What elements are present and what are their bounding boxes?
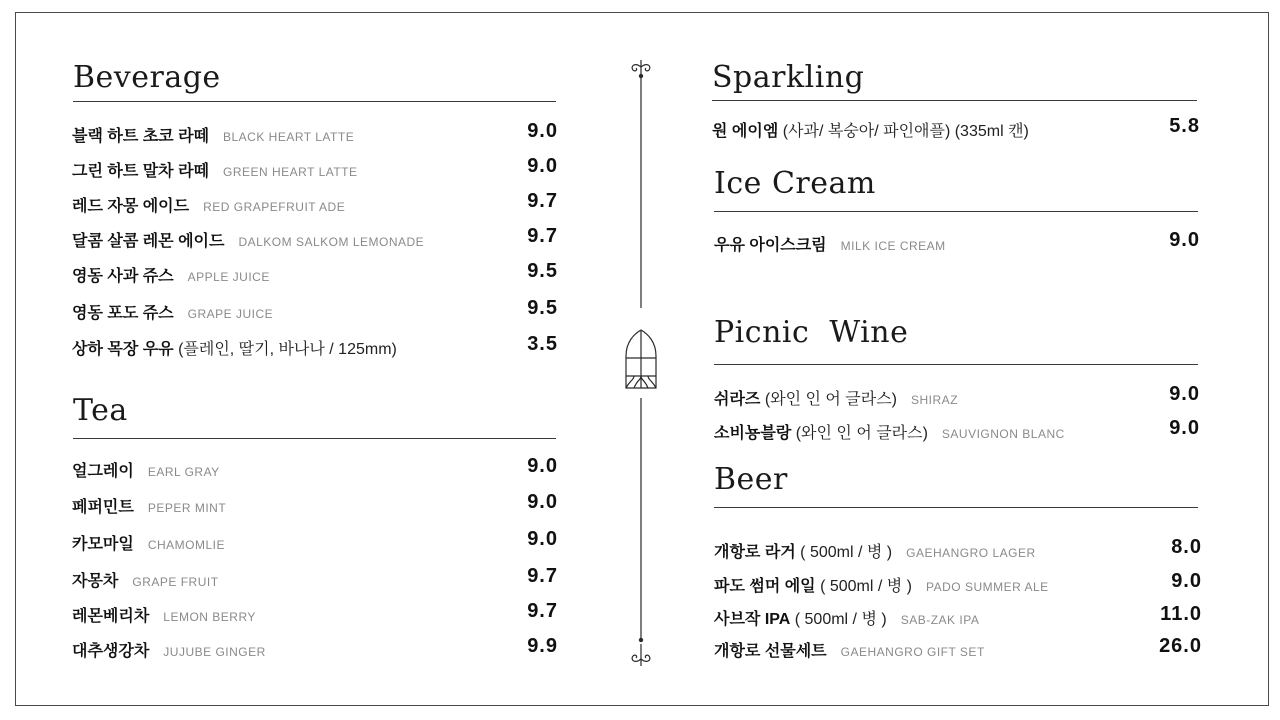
menu-item-price: 9.7 bbox=[527, 600, 558, 622]
menu-item-korean-name: 파도 썸머 에일 bbox=[714, 578, 816, 595]
menu-item-korean-name: 쉬라즈 bbox=[714, 391, 761, 408]
menu-item bbox=[714, 638, 985, 661]
section-title-beer: Beer bbox=[714, 462, 788, 497]
menu-item-detail: ( 500ml / 병 ) bbox=[790, 611, 887, 628]
menu-item-english-name: SAUVIGNON BLANC bbox=[941, 427, 1065, 441]
menu-item-price: 11.0 bbox=[1160, 603, 1202, 625]
menu-item bbox=[72, 638, 266, 661]
menu-item-korean-name: 영동 포도 쥬스 bbox=[72, 305, 174, 322]
menu-item-english-name: GREEN HEART LATTE bbox=[222, 165, 358, 179]
menu-item-english-name: GAEHANGRO GIFT SET bbox=[840, 645, 985, 659]
menu-item-price: 9.0 bbox=[527, 120, 558, 142]
menu-item-english-name: DALKOM SALKOM LEMONADE bbox=[238, 235, 425, 249]
menu-item bbox=[72, 300, 273, 323]
menu-item-korean-name: 그린 하트 말차 라떼 bbox=[72, 163, 209, 180]
menu-item-english-name: MILK ICE CREAM bbox=[840, 239, 946, 253]
menu-item-detail: (사과/ 복숭아/ 파인애플) (335ml 캔) bbox=[778, 123, 1029, 140]
menu-item-detail: ( 500ml / 병 ) bbox=[815, 578, 913, 595]
menu-item-detail: (플레인, 딸기, 바나나 / 125mm) bbox=[173, 341, 397, 358]
menu-item bbox=[72, 458, 220, 481]
section-title-wine: Picnic Wine bbox=[714, 315, 909, 350]
menu-item-english-name: EARL GRAY bbox=[147, 465, 220, 479]
menu-item-korean-name: 카모마일 bbox=[72, 536, 134, 553]
menu-item bbox=[714, 386, 958, 409]
menu-item-english-name: PADO SUMMER ALE bbox=[926, 580, 1049, 594]
menu-item-english-name: BLACK HEART LATTE bbox=[222, 130, 355, 144]
menu-item-english-name: PEPER MINT bbox=[147, 501, 227, 515]
menu-item-english-name: JUJUBE GINGER bbox=[163, 645, 266, 659]
section-rule bbox=[714, 507, 1198, 508]
menu-item-korean-name: 원 에이엠 bbox=[712, 123, 779, 140]
menu-item bbox=[72, 603, 256, 626]
menu-item-price: 9.0 bbox=[1169, 417, 1200, 439]
section-title-sparkling: Sparkling bbox=[712, 60, 865, 95]
menu-item-korean-name: 자몽차 bbox=[72, 573, 119, 590]
menu-item-english-name: RED GRAPEFRUIT ADE bbox=[203, 200, 346, 214]
menu-item-english-name: GRAPE JUICE bbox=[187, 307, 274, 321]
menu-item-korean-name: 레몬베리차 bbox=[72, 608, 150, 625]
section-rule bbox=[712, 100, 1197, 101]
menu-item-price: 9.0 bbox=[527, 155, 558, 177]
menu-item bbox=[72, 193, 345, 216]
menu-item-korean-name: 사브작 IPA bbox=[714, 611, 791, 628]
menu-item-price: 9.0 bbox=[1169, 229, 1200, 251]
menu-item bbox=[712, 118, 1029, 141]
menu-item-price: 9.0 bbox=[527, 491, 558, 513]
section-rule bbox=[73, 438, 556, 439]
menu-item-detail: (와인 인 어 글라스) bbox=[791, 425, 928, 442]
menu-item-english-name: CHAMOMLIE bbox=[147, 538, 226, 552]
menu-item-english-name: GRAPE FRUIT bbox=[132, 575, 219, 589]
menu-item bbox=[714, 539, 1036, 562]
section-rule bbox=[714, 364, 1198, 365]
menu-item-price: 26.0 bbox=[1159, 635, 1202, 657]
menu-item-korean-name: 소비뇽블랑 bbox=[714, 425, 792, 442]
menu-item-price: 3.5 bbox=[527, 333, 558, 355]
menu-item-korean-name: 영동 사과 쥬스 bbox=[72, 268, 174, 285]
menu-item bbox=[714, 573, 1049, 596]
menu-item-korean-name: 개항로 라거 bbox=[714, 544, 796, 561]
menu-item bbox=[72, 336, 397, 359]
menu-item-price: 9.7 bbox=[527, 190, 558, 212]
ornamental-divider bbox=[620, 58, 662, 668]
section-title-icecream: Ice Cream bbox=[714, 166, 876, 201]
menu-item bbox=[72, 123, 354, 146]
menu-item-price: 8.0 bbox=[1171, 536, 1202, 558]
menu-item-detail: ( 500ml / 병 ) bbox=[795, 544, 893, 561]
menu-item-price: 9.0 bbox=[527, 528, 558, 550]
menu-item-korean-name: 우유 아이스크림 bbox=[714, 237, 827, 254]
menu-item bbox=[72, 263, 270, 286]
menu-item-korean-name: 페퍼민트 bbox=[72, 499, 134, 516]
menu-item bbox=[72, 568, 219, 591]
menu-item-english-name: APPLE JUICE bbox=[187, 270, 270, 284]
menu-item bbox=[72, 494, 226, 517]
menu-item-korean-name: 얼그레이 bbox=[72, 463, 134, 480]
menu-item bbox=[72, 158, 358, 181]
section-title-beverage: Beverage bbox=[73, 60, 221, 95]
menu-item-price: 9.0 bbox=[1171, 570, 1202, 592]
menu-item-english-name: SAB-ZAK IPA bbox=[900, 613, 980, 627]
section-rule bbox=[73, 101, 556, 102]
menu-item-korean-name: 상하 목장 우유 bbox=[72, 341, 174, 358]
menu-item-korean-name: 개항로 선물세트 bbox=[714, 643, 827, 660]
menu-item-price: 9.9 bbox=[527, 635, 558, 657]
menu-item-price: 9.0 bbox=[527, 455, 558, 477]
menu-item-korean-name: 레드 자몽 에이드 bbox=[72, 198, 190, 215]
menu-item-detail: (와인 인 어 글라스) bbox=[760, 391, 898, 408]
menu-item-price: 9.7 bbox=[527, 225, 558, 247]
menu-item bbox=[714, 232, 946, 255]
menu-item bbox=[714, 420, 1065, 443]
menu-item-korean-name: 대추생강차 bbox=[72, 643, 150, 660]
menu-item-english-name: GAEHANGRO LAGER bbox=[906, 546, 1036, 560]
menu-item-english-name: LEMON BERRY bbox=[163, 610, 256, 624]
menu-item-price: 9.7 bbox=[527, 565, 558, 587]
section-title-tea: Tea bbox=[73, 393, 128, 428]
menu-item-price: 5.8 bbox=[1169, 115, 1200, 137]
menu-item bbox=[72, 531, 225, 554]
menu-item-price: 9.0 bbox=[1169, 383, 1200, 405]
menu-item bbox=[714, 606, 979, 629]
menu-item bbox=[72, 228, 424, 251]
menu-item-price: 9.5 bbox=[527, 260, 558, 282]
section-rule bbox=[714, 211, 1198, 212]
menu-item-price: 9.5 bbox=[527, 297, 558, 319]
menu-item-korean-name: 달콤 살콤 레몬 에이드 bbox=[72, 233, 225, 250]
menu-item-korean-name: 블랙 하트 초코 라떼 bbox=[72, 128, 209, 145]
menu-item-english-name: SHIRAZ bbox=[911, 393, 959, 407]
